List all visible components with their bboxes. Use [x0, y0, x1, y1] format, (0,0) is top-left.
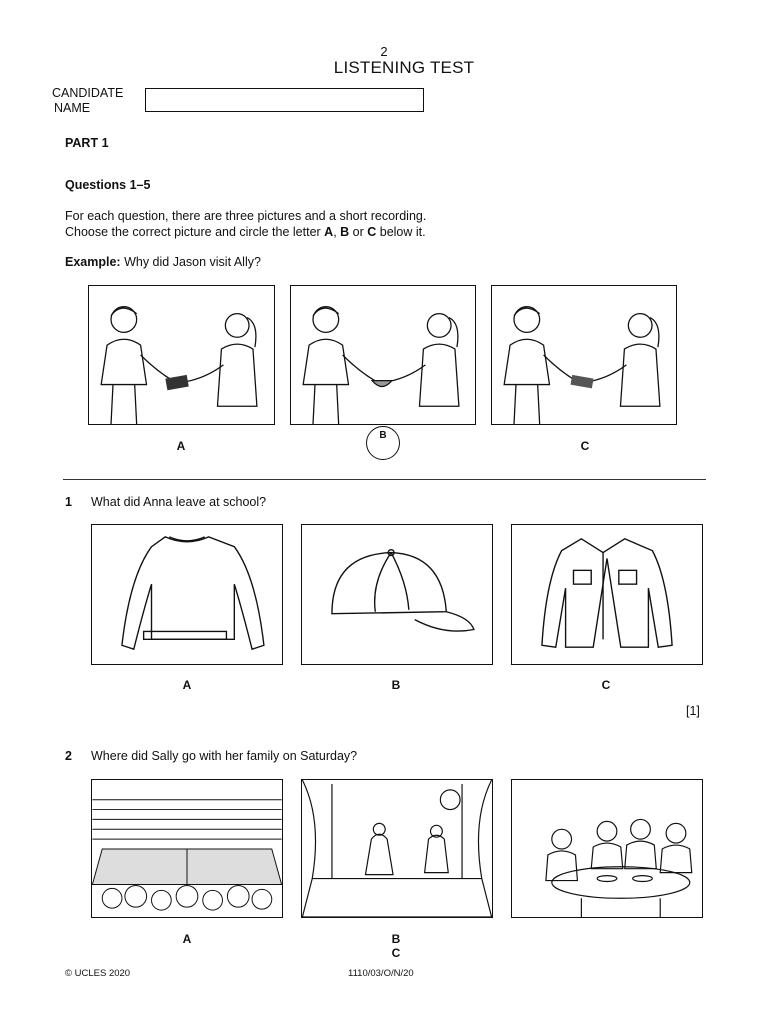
footer-code: 1110/03/O/N/20 [348, 968, 414, 979]
q2-letter-a[interactable]: A [182, 932, 192, 946]
q2-picture-c[interactable] [511, 779, 703, 918]
theatre-stage-icon [302, 780, 492, 917]
example-label: Example: [65, 255, 121, 269]
q2-number: 2 [65, 749, 72, 763]
example-picture-c[interactable] [491, 285, 677, 425]
circled-answer [366, 426, 400, 460]
q1-number: 1 [65, 495, 72, 509]
q1-letter-c[interactable]: C [601, 678, 611, 692]
page-title: LISTENING TEST [333, 58, 475, 77]
q2-picture-a[interactable] [91, 779, 283, 918]
instructions-line2 [65, 224, 426, 240]
stadium-icon [92, 780, 282, 917]
instructions [65, 208, 426, 240]
example-letter-b[interactable]: B [379, 430, 387, 441]
instructions-sep: or [349, 225, 368, 239]
example-picture-b[interactable] [290, 285, 476, 425]
instructions-text: Choose the correct picture and circle the letter [65, 225, 325, 239]
candidate-name-label [52, 86, 123, 116]
instructions-line1: For each question, there are three pictures and a short recording. [65, 209, 427, 223]
letter-b-bold: B [340, 225, 350, 239]
letter-c-bold: C [367, 225, 377, 239]
q1-picture-c[interactable] [511, 524, 703, 665]
q2-picture-b[interactable] [301, 779, 493, 918]
questions-heading: Questions 1–5 [65, 178, 151, 192]
q1-mark: [1] [686, 704, 700, 718]
divider [63, 479, 706, 480]
sweater-icon [92, 525, 282, 664]
example-question [65, 255, 261, 269]
example-letter-a[interactable]: A [176, 439, 186, 453]
q1-question: What did Anna leave at school? [91, 495, 267, 509]
instructions-sep: , [333, 225, 341, 239]
boy-girl-book-icon [89, 286, 274, 424]
footer-copyright: © UCLES 2020 [65, 968, 131, 979]
q2-letter-c[interactable]: C [391, 946, 401, 960]
boy-girl-book-icon [492, 286, 676, 424]
example-question-text: Why did Jason visit Ally? [120, 255, 261, 269]
q1-picture-b[interactable] [301, 524, 493, 665]
q1-letter-b[interactable]: B [391, 678, 401, 692]
part-heading: PART 1 [65, 136, 109, 150]
example-picture-a[interactable] [88, 285, 275, 425]
candidate-label-line1: CANDIDATE [52, 86, 124, 100]
denim-jacket-icon [512, 525, 702, 664]
boy-girl-bowl-icon [291, 286, 475, 424]
q1-picture-a[interactable] [91, 524, 283, 665]
candidate-name-field[interactable] [145, 88, 424, 112]
q2-letter-b[interactable]: B [391, 932, 401, 946]
restaurant-icon [512, 780, 702, 917]
q1-letter-a[interactable]: A [182, 678, 192, 692]
example-letter-c[interactable]: C [580, 439, 590, 453]
candidate-label-line2: NAME [54, 101, 91, 115]
letter-a-bold: A [324, 225, 334, 239]
instructions-text: below it. [376, 225, 426, 239]
q2-question: Where did Sally go with her family on Saturday? [91, 749, 358, 763]
baseball-cap-icon [302, 525, 492, 664]
page-number: 2 [380, 44, 388, 59]
